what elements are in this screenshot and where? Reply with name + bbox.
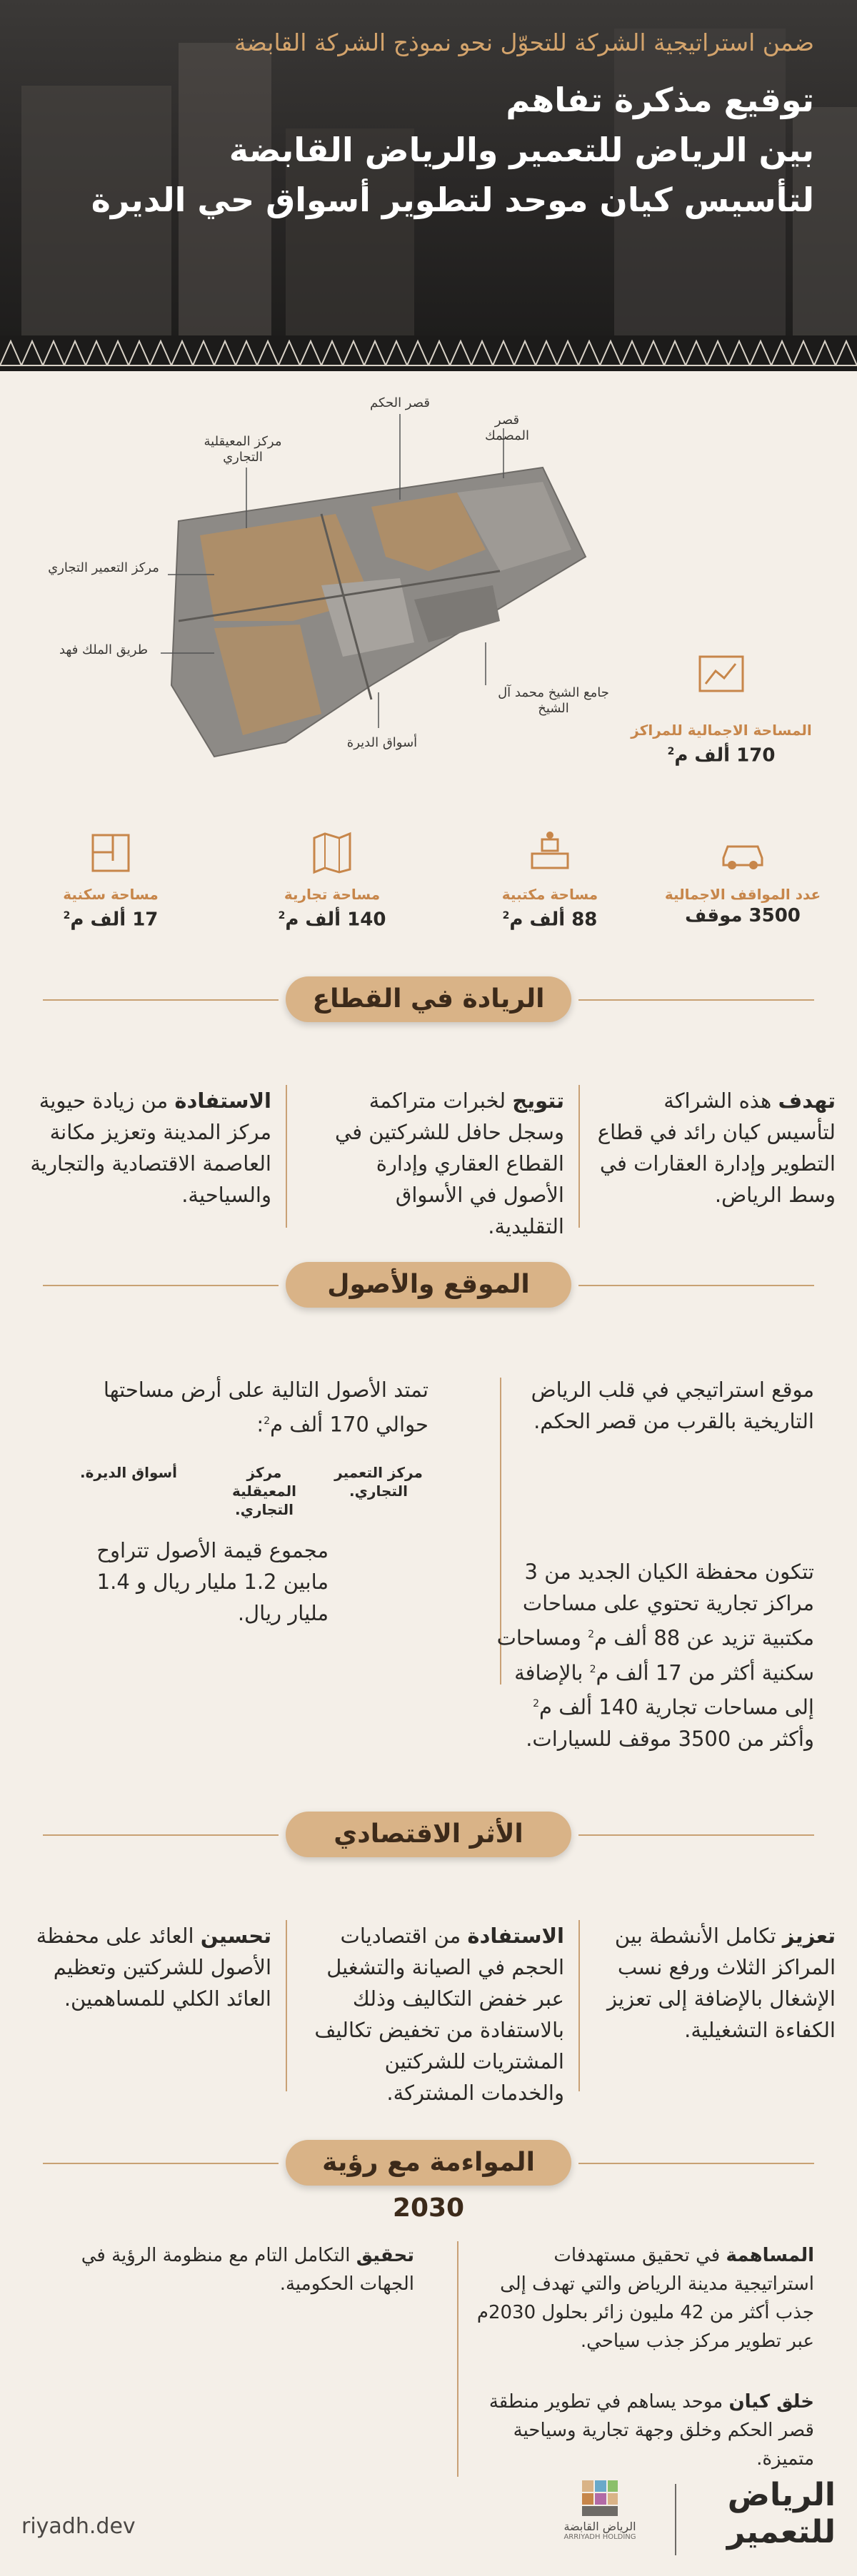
key-word: تحسين [200, 1924, 271, 1948]
stat-value [268, 904, 396, 932]
location-right-2-text: بالإضافة إلى مساحات تجارية 140 ألف م [514, 1660, 814, 1719]
hero-title-line: توقيع مذكرة تفاهم [506, 81, 814, 119]
economic-col-middle [307, 1920, 564, 2108]
key-word: المساهمة [726, 2245, 814, 2266]
sq-sup: 2 [264, 1415, 271, 1427]
logo-riyadh-taamir [693, 2477, 836, 2551]
column-divider [578, 1920, 580, 2091]
column-divider [286, 1085, 287, 1228]
asset-item: مركز المعيقلية التجاري. [231, 1464, 297, 1518]
commercial-map-icon [307, 828, 357, 878]
stat-label: عدد المواقف الاجمالية [664, 886, 821, 903]
col-text: من اقتصاديات الحجم في الصيانة والتشغيل عبر خفض التكاليف وذلك بالاستفادة من تخفيض تكاليف المشتريات للشركتين والخدمات المشتركة. [314, 1924, 564, 2105]
col-text: هذه الشراكة لتأسيس كيان رائد في قطاع التطوير وإدارة العقارات في وسط الرياض. [597, 1089, 836, 1207]
col-text: التكامل التام مع منظومة الرؤية في الجهات الحكومية. [81, 2245, 414, 2295]
section-header-vision [0, 2134, 857, 2223]
stat-label: مساحة تجارية [284, 886, 381, 903]
colon: : [256, 1412, 264, 1437]
logo-taamir-line2: للتعمير [726, 2514, 836, 2550]
stat-value: 3500 موقف [685, 905, 801, 926]
key-word: الاستفادة [467, 1924, 564, 1948]
column-divider [286, 1920, 287, 2091]
stat-value-text: 88 ألف م [509, 909, 598, 931]
sq-sup: 2 [667, 746, 675, 757]
section-title: الأثر الاقتصادي [286, 1812, 571, 1857]
section-title: الريادة في القطاع [286, 976, 571, 1022]
office-desk-icon [525, 828, 575, 878]
key-word: خلق كيان [728, 2391, 814, 2413]
key-word: تعزيز [782, 1924, 836, 1948]
economic-col-left [21, 1920, 271, 2014]
location-right-2 [493, 1556, 814, 1754]
divider [43, 1834, 279, 1836]
economic-col-right [593, 1920, 836, 2046]
site-map-graphic [0, 385, 857, 842]
sq-sup: 2 [278, 910, 286, 921]
key-word: تهدف [778, 1089, 836, 1113]
map-label-hukm: قصر الحكم [370, 395, 430, 410]
divider [578, 1834, 814, 1836]
site-map [0, 385, 857, 842]
stat-value [486, 904, 614, 932]
map-label-musmak: قصر المصمك [484, 413, 530, 443]
vision-right-1 [471, 2241, 814, 2355]
col-text: تكامل الأنشطة بين المراكز الثلاث ورفع نسب الإشغال بالإضافة إلى تعزيز الكفاءة التشغيلية. [607, 1924, 836, 2042]
col-text: في تحقيق مستهدفات استراتيجية مدينة الرياض والتي تهدف إلى جذب أكثر من 42 مليون زائر بحلول 2030م عبر تطوير مركز جذب سياحي. [476, 2245, 814, 2352]
hero-subtitle: ضمن استراتيجية الشركة للتحوّل نحو نموذج الشركة القابضة [234, 29, 814, 56]
location-right-2-text: ومساحات سكنية أكثر من 17 ألف م [496, 1625, 814, 1685]
map-label-taamir: مركز التعمير التجاري [48, 560, 159, 575]
sq-sup: 2 [588, 1629, 595, 1640]
sq-sup: 2 [502, 910, 510, 921]
asset-item: أسواق الديرة. [79, 1464, 178, 1481]
section-header-economic [0, 1806, 857, 1863]
stat-label: مساحة مكتبية [501, 886, 598, 903]
map-label-mosque: جامع الشيخ محمد آل الشيخ [498, 685, 609, 716]
decorative-triangle-band [0, 335, 857, 371]
stat-label: مساحة سكنية [63, 886, 159, 903]
stat-value [628, 739, 814, 768]
hero-title-line: لتأسيس كيان موحد لتطوير أسواق حي الديرة [91, 181, 814, 219]
col-text: موحد يساهم في تطوير منطقة قصر الحكم وخلق وجهة تجارية وسياحية متميزة. [488, 2391, 814, 2470]
stat-parking [664, 828, 821, 928]
hero-text [43, 29, 814, 225]
column-divider [457, 2241, 458, 2477]
logo-arriyadh-holding [550, 2477, 650, 2541]
section-title: الموقع والأصول [286, 1262, 571, 1308]
leadership-col-middle [314, 1085, 564, 1242]
holding-logo-icon [578, 2477, 621, 2520]
hero-title-line: بين الرياض للتعمير والرياض القابضة [229, 131, 814, 169]
divider [578, 1285, 814, 1286]
stat-value [46, 904, 175, 932]
logo-taamir-line1: الرياض [727, 2477, 836, 2513]
logo-holding-en: ARRIYADH HOLDING [563, 2533, 636, 2541]
col-text: من زيادة حيوية مركز المدينة وتعزيز مكانة العاصمة الاقتصادية والتجارية والسياحية. [30, 1089, 271, 1207]
divider [43, 999, 279, 1001]
divider [578, 999, 814, 1001]
leadership-col-right [593, 1085, 836, 1211]
car-icon [718, 828, 768, 878]
key-word: تحقيق [356, 2245, 414, 2266]
hero-banner [0, 0, 857, 335]
vision-left-1 [43, 2241, 414, 2298]
stat-office [486, 828, 614, 932]
map-label-king-fahd: طريق الملك فهد [59, 642, 149, 657]
sq-sup: 2 [589, 1663, 596, 1675]
col-text: لخبرات متراكمة وسجل حافل للشركتين في القطاع العقاري وإدارة الأصول في الأسواق التقليدية. [335, 1089, 564, 1238]
stat-value-text: 140 ألف م [285, 909, 386, 931]
section-header-leadership [0, 971, 857, 1028]
column-divider [578, 1085, 580, 1228]
vision-right-2 [471, 2388, 814, 2473]
map-label-muaiqilia: مركز المعيقلية التجاري [204, 434, 282, 465]
map-label-dira: أسواق الديرة [346, 735, 418, 750]
divider [43, 1285, 279, 1286]
logo-divider [675, 2484, 676, 2555]
location-left-1 [71, 1374, 428, 1440]
location-left-1-text: تمتد الأصول التالية على أرض مساحتها حوالي 170 ألف م [103, 1378, 428, 1437]
stat-value-text: 17 ألف م [70, 909, 159, 931]
section-title: المواءمة مع رؤية 2030 [286, 2140, 571, 2186]
sq-sup: 2 [63, 910, 71, 921]
key-word: الاستفادة [174, 1089, 271, 1113]
stat-value-text: 170 ألف م [674, 744, 776, 767]
stat-residential [46, 828, 175, 932]
sq-sup: 2 [533, 1698, 540, 1710]
location-right-1: موقع استراتيجي في قلب الرياض التاريخية بالقرب من قصر الحكم. [531, 1378, 814, 1433]
key-word: تتويج [512, 1089, 564, 1113]
stat-total-area [628, 721, 814, 768]
logo-holding-ar: الرياض القابضة [563, 2520, 636, 2533]
divider [578, 2163, 814, 2164]
asset-item: مركز التعمير التجاري. [334, 1464, 423, 1500]
location-right-2-text: تتكون محفظة الكيان الجديد من 3 مراكز تجارية تحتوي على مساحات مكتبية تزيد عن 88 ألف م [522, 1560, 814, 1650]
leadership-col-left [21, 1085, 271, 1211]
section-header-location [0, 1256, 857, 1313]
location-right-2-text: وأكثر من 3500 موقف للسيارات. [526, 1726, 814, 1751]
col-text: العائد على محفظة الأصول للشركتين وتعظيم العائد الكلي للمساهمين. [36, 1924, 271, 2011]
divider [43, 2163, 279, 2164]
location-left-2: مجموع قيمة الأصول تتراوح مابين 1.2 مليار ريال و 1.4 مليار ريال. [96, 1538, 329, 1625]
residential-plan-icon [86, 828, 136, 878]
footer-url[interactable]: riyadh.dev [21, 2514, 136, 2539]
stat-commercial [268, 828, 396, 932]
stat-label: المساحة الاجمالية للمراكز [631, 722, 812, 739]
